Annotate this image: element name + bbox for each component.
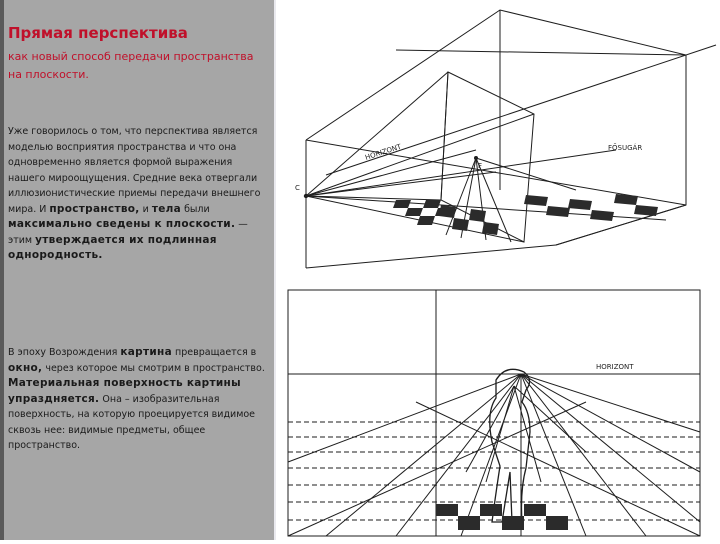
perspective-construction-drawing: [286, 0, 720, 276]
slide-subtitle: как новый способ передачи пространства на плоскости.: [8, 50, 254, 81]
horizont-label: HORIZONT: [364, 142, 403, 162]
focal-point-label: F: [478, 162, 483, 170]
para1-emph-uniformity: утверждается их подлинная однородность.: [8, 233, 217, 261]
paragraph-renaissance: [8, 345, 270, 454]
perspective-window-drawing: [286, 282, 720, 540]
paragraph-medieval: [8, 124, 270, 264]
para1-emph-space: пространство,: [49, 202, 140, 215]
panel-edge-strip: [0, 0, 4, 540]
slide-title: Прямая перспектива: [8, 24, 188, 42]
para2-emph-surface: Материальная поверхность картины упраздняется.: [8, 377, 241, 405]
eye-point-label: C: [295, 184, 300, 192]
para2-text-g: Она – изобразительная поверхность, на которую проецируется видимое сквозь нее: видимые предметы, общее пространство.: [8, 393, 256, 451]
para2-emph-window: окно,: [8, 361, 43, 374]
para1-emph-plane: максимально сведены к плоскости.: [8, 218, 236, 230]
para1-text-c: и: [142, 203, 149, 215]
para1-text-a: Уже говорилось о том, что перспектива является моделью восприятия пространства и что она одновременно является формой выражения нашего мироощущения. Средние века отвергали иллюзионистические приемы передачи внешнего мира. И: [8, 126, 261, 215]
perspective-construction-figure: [286, 0, 720, 276]
para2-text-e: через которое мы смотрим в пространство.: [45, 362, 265, 374]
para2-text-a: В эпоху Возрождения: [8, 347, 118, 358]
para1-emph-bodies: тела: [151, 202, 182, 215]
fosugar-label: FŐSUGÁR: [608, 144, 643, 152]
perspective-window-figure: [286, 282, 720, 540]
para1-text-g: —этим: [8, 219, 248, 246]
para2-emph-picture: картина: [120, 346, 172, 358]
para1-text-e: были: [184, 203, 210, 215]
para2-text-c: превращается в: [175, 347, 257, 358]
text-panel: [0, 0, 276, 540]
horizont-label-2: HORIZONT: [596, 363, 634, 371]
